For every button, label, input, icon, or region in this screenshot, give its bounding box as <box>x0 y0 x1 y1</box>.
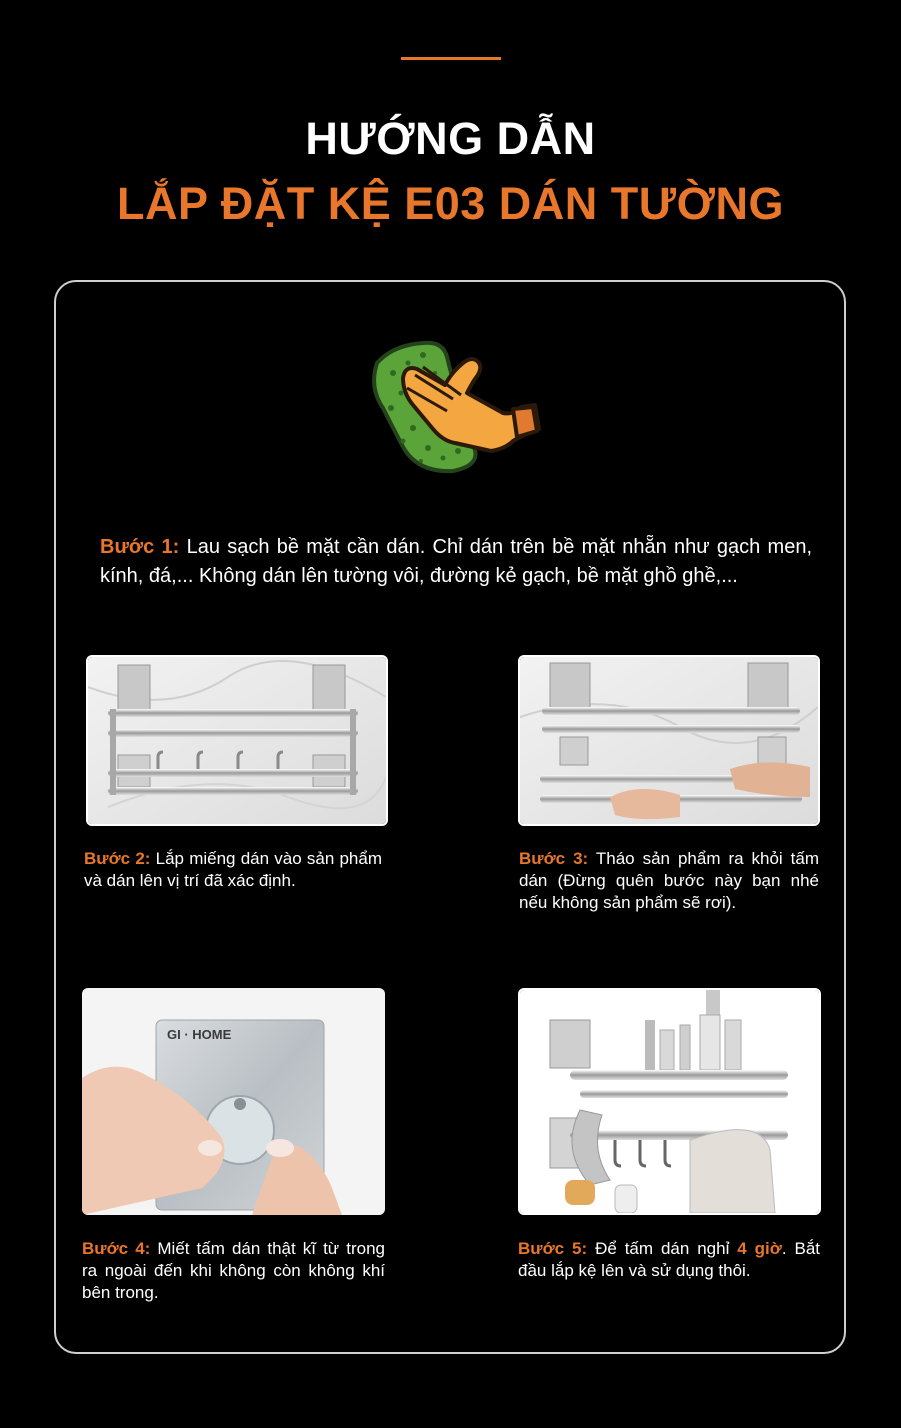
page-title: HƯỚNG DẪN <box>305 113 596 164</box>
glove-wiping-sponge-icon <box>363 333 543 478</box>
step-4-description: Miết tấm dán thật kĩ từ trong ra ngoài đến khi không còn không khí bên trong. <box>82 1239 386 1302</box>
step-4-photo <box>82 988 385 1215</box>
step-3-text <box>519 848 819 914</box>
step-5-duration: 4 giờ <box>737 1239 782 1258</box>
step-2-label: Bước 2: <box>84 849 151 868</box>
step-3-photo <box>518 655 820 826</box>
step-5-description-before: Để tấm dán nghỉ <box>587 1239 738 1258</box>
step-3-description: Tháo sản phẩm ra khỏi tấm dán (Đừng quên bước này bạn nhé nếu không sản phẩm sẽ rơi). <box>519 849 820 912</box>
step-1-description: Lau sạch bề mặt cần dán. Chỉ dán trên bề mặt nhẵn như gạch men, kính, đá,... Không dán lên tường vôi, đường kẻ gạch, bề mặt ghồ ghề,... <box>100 536 812 587</box>
accent-line <box>401 57 501 60</box>
step-3-label: Bước 3: <box>519 849 589 868</box>
step-5-text <box>518 1238 820 1282</box>
step-2-text <box>84 848 382 892</box>
step-5-label: Bước 5: <box>518 1239 588 1258</box>
page-subtitle: LẮP ĐẶT KỆ E03 DÁN TƯỜNG <box>117 178 784 229</box>
step-1-label: Bước 1: <box>100 536 180 558</box>
step-4-label: Bước 4: <box>82 1239 151 1258</box>
step-1-text <box>100 533 812 591</box>
step-4-text <box>82 1238 385 1304</box>
step-2-photo <box>86 655 388 826</box>
step-5-description-after: . Bắt đầu lắp kệ lên và sử dụng thôi. <box>518 1239 820 1280</box>
brand-logo-text: GI · HOME <box>167 1027 232 1042</box>
step-2-description: Lắp miếng dán vào sản phẩm và dán lên vị trí đã xác định. <box>84 849 383 890</box>
step-5-photo <box>518 988 821 1215</box>
